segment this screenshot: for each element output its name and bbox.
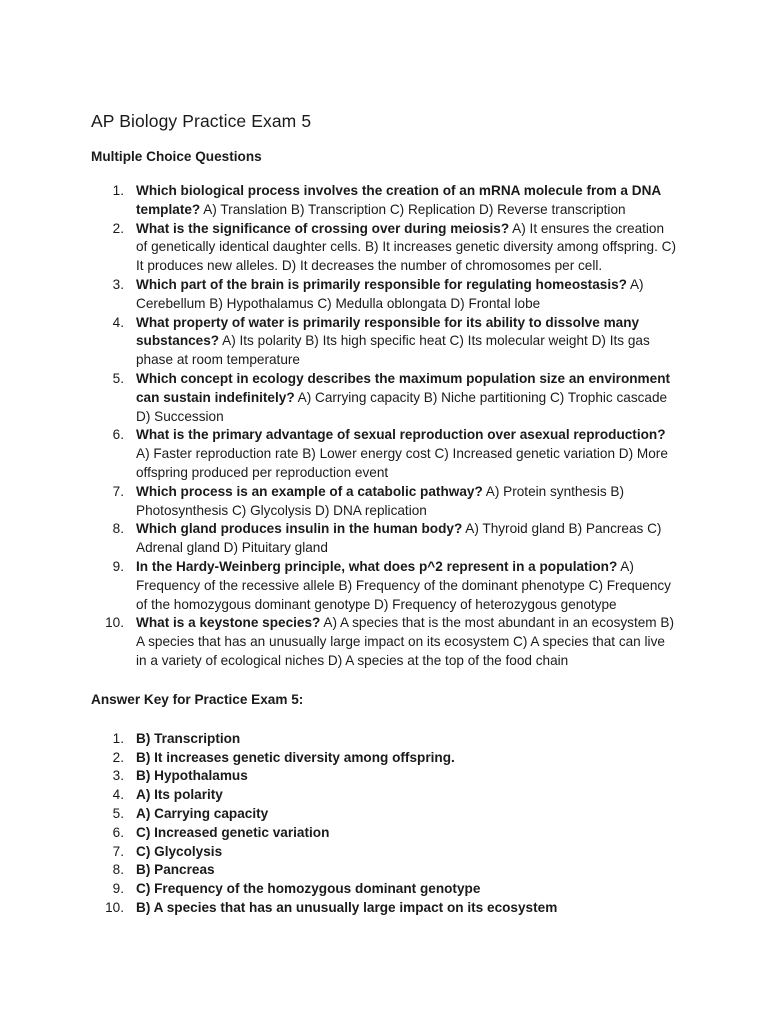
question-text: What is the significance of crossing over during meiosis? [136, 220, 510, 236]
answer-number: 3. [112, 768, 124, 784]
question-item [91, 483, 678, 521]
answer-item [91, 861, 678, 880]
question-options: A) Translation B) Transcription C) Replication D) Reverse transcription [200, 201, 626, 217]
question-list [91, 182, 678, 671]
question-options: A) Thyroid gland B) Pancreas C) Adrenal gland D) Pituitary gland [136, 521, 662, 556]
question-options: A) A species that is the most abundant in an ecosystem B) A species that has an unusually large impact on its ecosystem C) A species that can live in a variety of ecological niches D) A species at the top of the food chain [136, 615, 674, 668]
answer-number: 2. [112, 749, 124, 765]
question-text: Which process is an example of a catabolic pathway? [136, 483, 483, 499]
answer-text: B) Hypothalamus [136, 768, 248, 784]
question-options: A) Protein synthesis B) Photosynthesis C) Glycolysis D) DNA replication [136, 483, 625, 518]
question-number: 5. [112, 370, 124, 386]
question-item [91, 426, 678, 482]
answer-text: A) Its polarity [136, 787, 223, 803]
answer-number: 10. [105, 899, 124, 915]
answer-item [91, 786, 678, 805]
answer-list [91, 730, 678, 918]
question-options: A) It ensures the creation of genetically identical daughter cells. B) It increases genetic diversity among offspring. C) It produces new alleles. D) It decreases the number of chromosomes per cell. [136, 220, 676, 274]
answer-item [91, 805, 678, 824]
question-item [91, 220, 678, 276]
question-options: A) Frequency of the recessive allele B) Frequency of the dominant phenotype C) Frequency of the homozygous dominant genotype D) Frequency of heterozygous genotype [136, 558, 671, 612]
question-item [91, 614, 678, 670]
question-text: Which gland produces insulin in the human body? [136, 521, 463, 537]
question-number: 3. [112, 276, 124, 292]
answer-item [91, 749, 678, 768]
question-item [91, 370, 678, 426]
answer-number: 5. [112, 805, 124, 821]
answer-text: A) Carrying capacity [136, 805, 269, 821]
question-item [91, 558, 678, 614]
question-item [91, 276, 678, 314]
section-heading-multiple-choice: Multiple Choice Questions [91, 149, 262, 164]
question-options: A) Its polarity B) Its high specific heat C) Its molecular weight D) Its gas phase at room temperature [136, 333, 650, 368]
question-number: 10. [105, 615, 124, 631]
answer-item [91, 899, 678, 918]
answer-number: 7. [112, 843, 124, 859]
answer-item [91, 880, 678, 899]
answer-item [91, 767, 678, 786]
question-number: 1. [112, 183, 124, 198]
question-options: A) Carrying capacity B) Niche partitioning C) Trophic cascade D) Succession [136, 389, 668, 424]
question-number: 4. [112, 314, 124, 330]
answer-number: 4. [112, 787, 124, 803]
question-options: A) Faster reproduction rate B) Lower energy cost C) Increased genetic variation D) More offspring produced per reproduction event [136, 446, 668, 480]
question-number: 7. [112, 483, 124, 499]
section-heading-answer-key: Answer Key for Practice Exam 5: [91, 691, 304, 707]
answer-number: 6. [112, 824, 124, 840]
question-text: What property of water is primarily responsible for its ability to dissolve many substances? [136, 314, 640, 349]
question-options: A) Cerebellum B) Hypothalamus C) Medulla oblongata D) Frontal lobe [136, 276, 644, 311]
question-number: 2. [112, 220, 124, 236]
answer-item [91, 824, 678, 843]
question-text: Which part of the brain is primarily responsible for regulating homeostasis? [136, 276, 627, 292]
question-number: 6. [112, 427, 124, 443]
question-text: Which biological process involves the creation of an mRNA molecule from a DNA template? [136, 183, 661, 217]
question-text: Which concept in ecology describes the maximum population size an environment can sustain indefinitely? [136, 370, 671, 405]
answer-number: 8. [112, 862, 124, 878]
answer-item [91, 843, 678, 862]
answer-text: C) Glycolysis [136, 843, 223, 859]
question-item [91, 520, 678, 558]
answer-number: 9. [112, 881, 124, 897]
answer-text: B) Transcription [136, 730, 241, 746]
question-number: 8. [112, 521, 124, 537]
answer-text: B) It increases genetic diversity among offspring. [136, 749, 455, 765]
question-text: In the Hardy-Weinberg principle, what does p^2 represent in a population? [136, 558, 618, 574]
page-title: AP Biology Practice Exam 5 [91, 111, 312, 131]
answer-item [91, 730, 678, 749]
answer-text: C) Frequency of the homozygous dominant genotype [136, 881, 481, 897]
question-item [91, 182, 678, 220]
answer-text: C) Increased genetic variation [136, 824, 330, 840]
answer-text: B) A species that has an unusually large impact on its ecosystem [136, 899, 558, 915]
answer-number: 1. [112, 730, 124, 746]
question-text: What is a keystone species? [136, 615, 321, 631]
question-item [91, 314, 678, 370]
answer-text: B) Pancreas [136, 862, 215, 878]
question-number: 9. [112, 558, 124, 574]
question-text: What is the primary advantage of sexual reproduction over asexual reproduction? [136, 427, 666, 443]
